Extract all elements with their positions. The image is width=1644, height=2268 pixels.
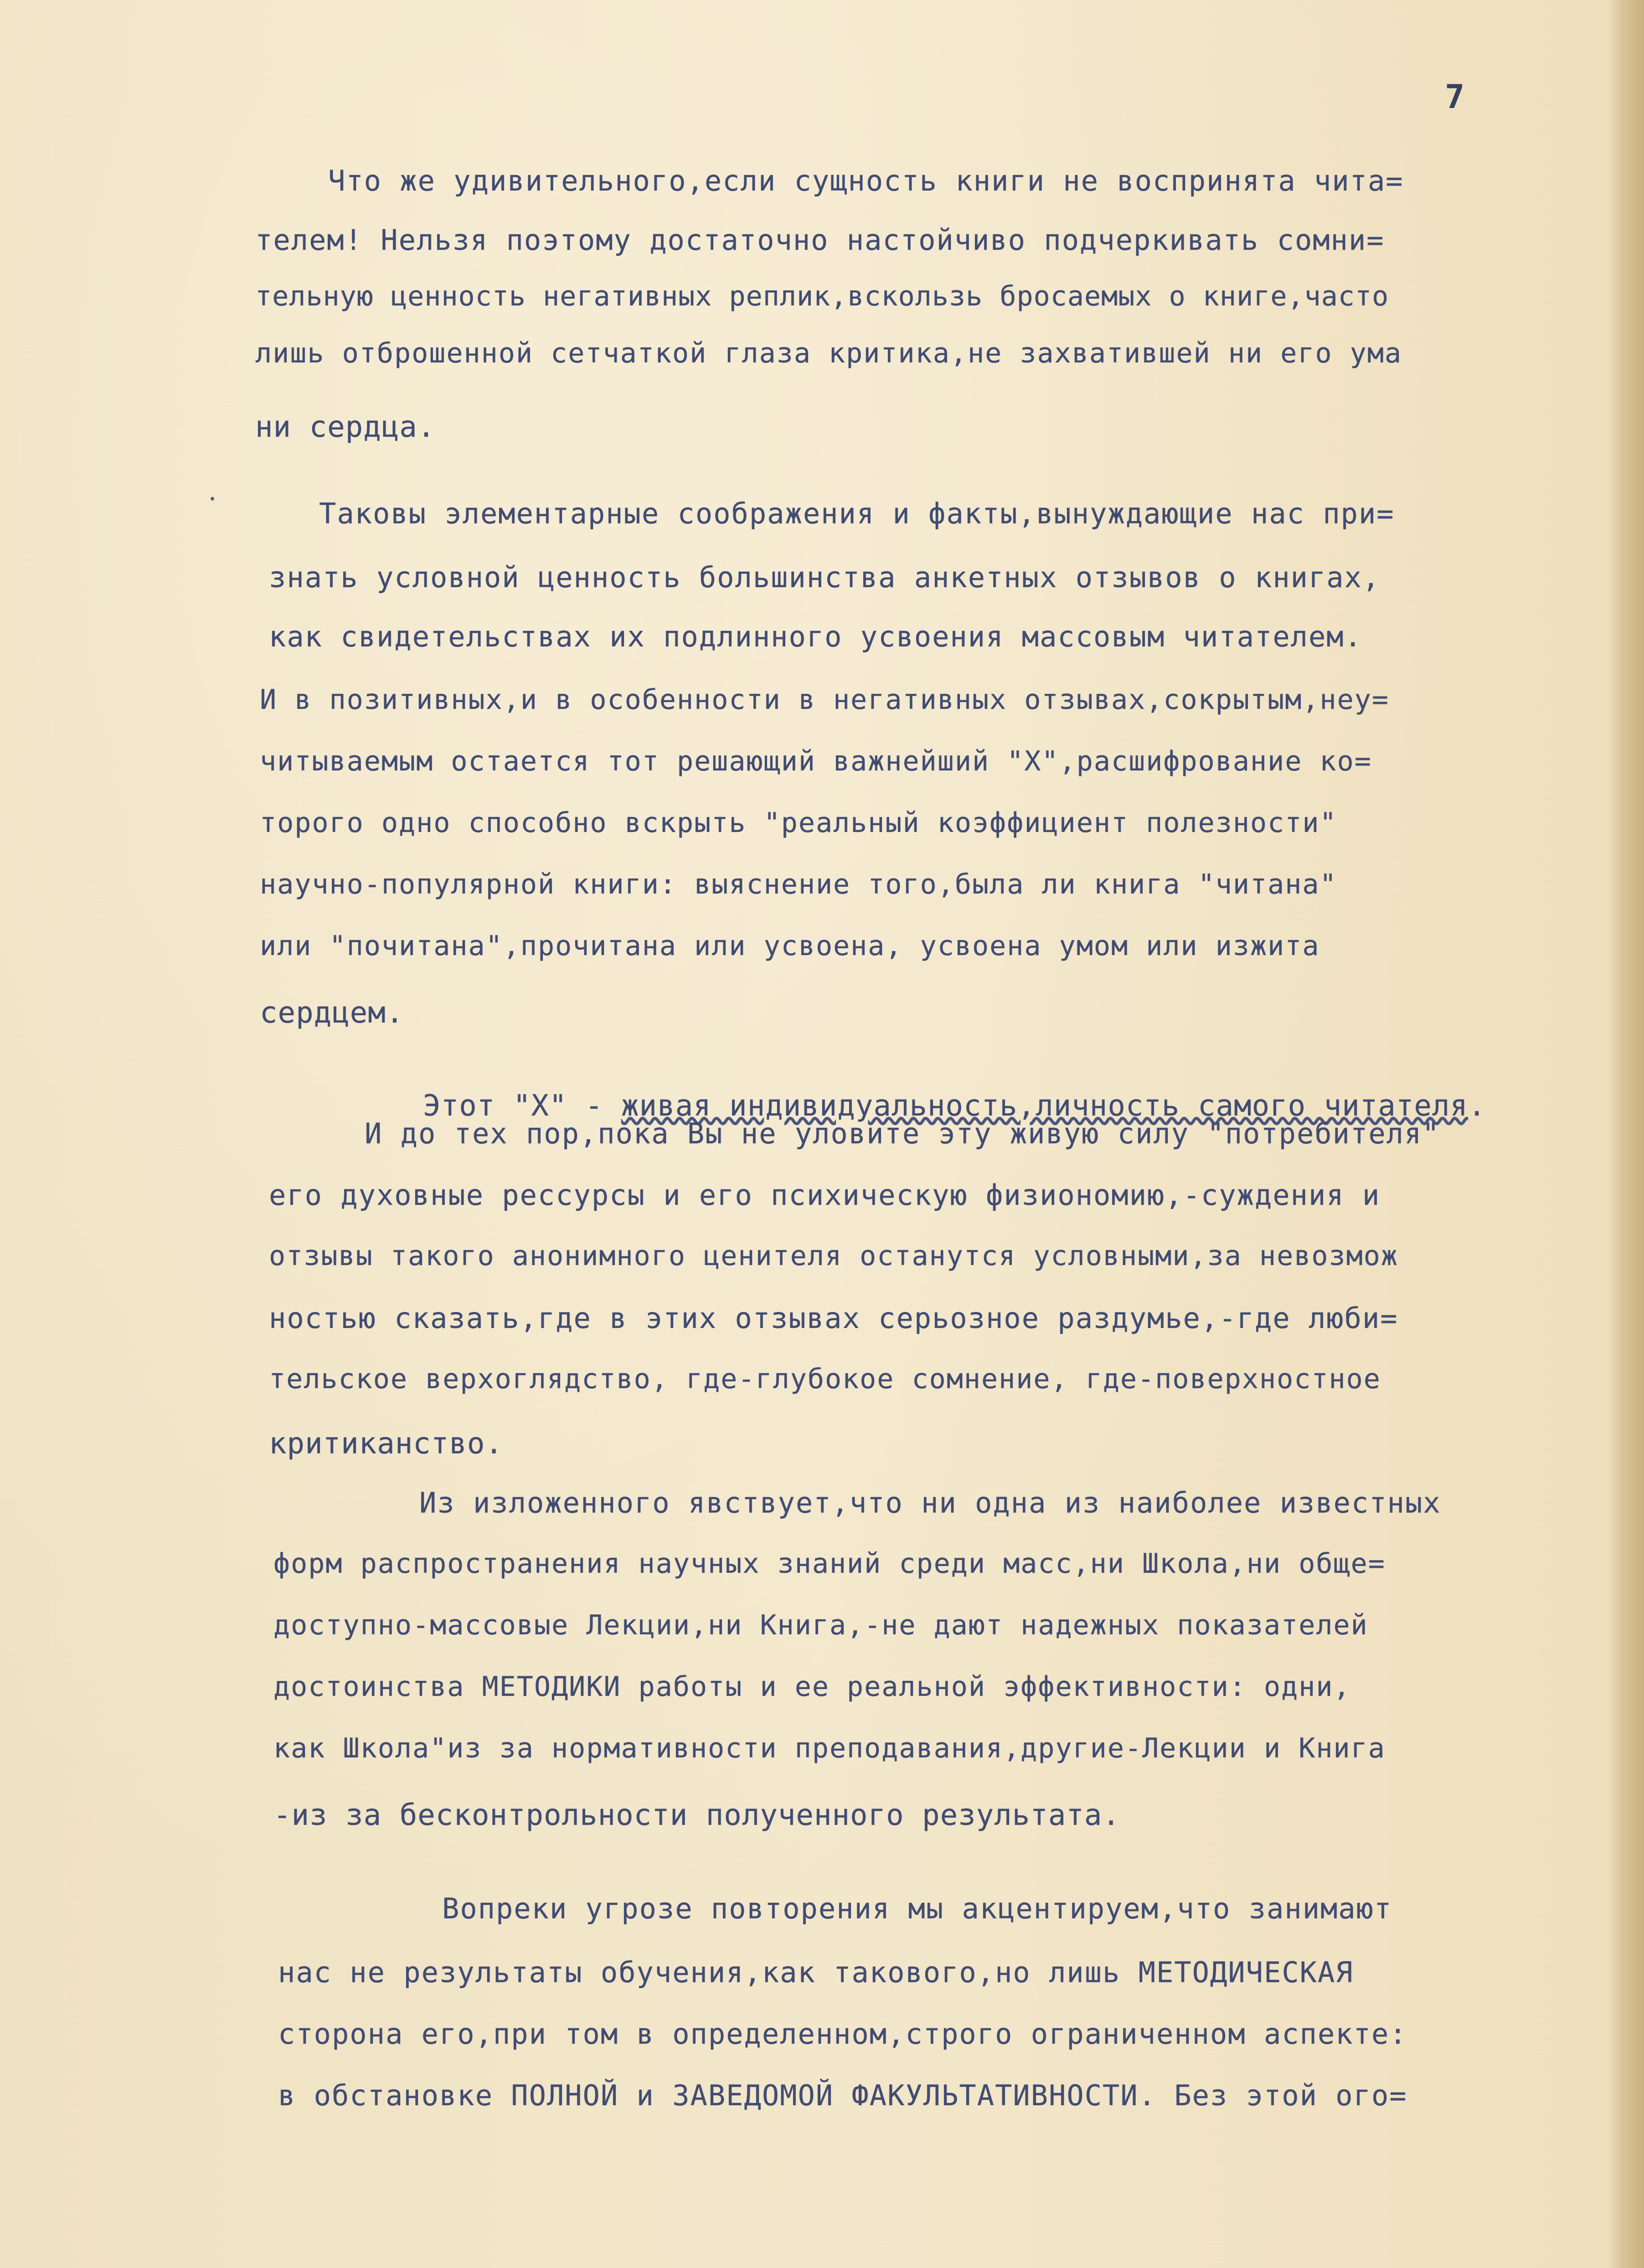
text-line: достоинства МЕТОДИКИ работы и ее реальной эффективности: одни, xyxy=(273,1671,1351,1703)
text-line: Таковы элементарные соображения и факты,вынуждающие нас при= xyxy=(319,497,1395,530)
text-line: в обстановке ПОЛНОЙ и ЗАВЕДОМОЙ ФАКУЛЬТАТИВНОСТИ. Без этой ого= xyxy=(278,2079,1407,2112)
text-line: сторона его,при том в определенном,строго ограниченном аспекте: xyxy=(278,2017,1407,2051)
underlined-phrase: живая индивидуальность,личность самого читателя xyxy=(621,1089,1468,1123)
text-line: его духовные рессурсы и его психическую физиономию,-суждения и xyxy=(269,1178,1381,1212)
text-line: или "почитана",прочитана или усвоена, усвоена умом или изжита xyxy=(260,930,1320,962)
text-line: критиканство. xyxy=(269,1427,503,1461)
text-line: И до тех пор,пока Вы не уловите эту живую силу "потребителя" xyxy=(365,1117,1440,1150)
text-line: -из за бесконтрольности полученного результата. xyxy=(273,1798,1120,1832)
text-line: сердцем. xyxy=(260,996,404,1030)
text-line: отзывы такого анонимного ценителя останутся условными,за невозмож xyxy=(269,1240,1398,1272)
text-line: торого одно способно вскрыть "реальный коэффициент полезности" xyxy=(260,807,1337,839)
text-line: Что же удивительного,если сущность книги не воспринята чита= xyxy=(328,164,1404,197)
text-line: тельское верхоглядство, где-глубокое сомнение, где-поверхностное xyxy=(269,1363,1381,1395)
text-line: лишь отброшенной сетчаткой глаза критика,не захватившей ни его ума xyxy=(255,337,1402,369)
text-segment: . xyxy=(1468,1089,1486,1123)
ink-speck xyxy=(211,497,214,501)
text-line: читываемым остается тот решающий важнейший "Х",расшифрование ко= xyxy=(260,745,1372,777)
text-line: научно-популярной книги: выяснение того,была ли книга "читана" xyxy=(260,868,1337,900)
text-line: И в позитивных,и в особенности в негативных отзывах,сокрытым,неу= xyxy=(260,684,1389,716)
text-line: ни сердца. xyxy=(255,410,436,444)
text-line: как свидетельствах их подлинного усвоения массовым читателем. xyxy=(269,620,1362,653)
text-line: Из изложенного явствует,что ни одна из наиболее известных xyxy=(419,1486,1441,1519)
text-line: тельную ценность негативных реплик,вскользь бросаемых о книге,часто xyxy=(255,280,1389,312)
text-line: Вопреки угрозе повторения мы акцентируем,что занимают xyxy=(442,1892,1392,1925)
text-line: ностью сказать,где в этих отзывах серьозное раздумье,-где люби= xyxy=(269,1302,1398,1335)
text-segment: Этот "Х" - xyxy=(423,1089,621,1123)
text-line: телем! Нельзя поэтому достаточно настойчиво подчеркивать сомни= xyxy=(255,223,1385,257)
text-line: доступно-массовые Лекции,ни Книга,-не дают надежных показателей xyxy=(273,1609,1368,1641)
paper-edge xyxy=(1608,0,1644,2268)
page-number: 7 xyxy=(1445,77,1465,116)
text-line: как Школа"из за нормативности преподавания,другие-Лекции и Книга xyxy=(273,1732,1386,1764)
text-line: знать условной ценность большинства анкетных отзывов о книгах, xyxy=(269,561,1381,594)
text-line: форм распространения научных знаний среди масс,ни Школа,ни обще= xyxy=(273,1548,1386,1580)
text-line: нас не результаты обучения,как такового,но лишь МЕТОДИЧЕСКАЯ xyxy=(278,1956,1354,1989)
